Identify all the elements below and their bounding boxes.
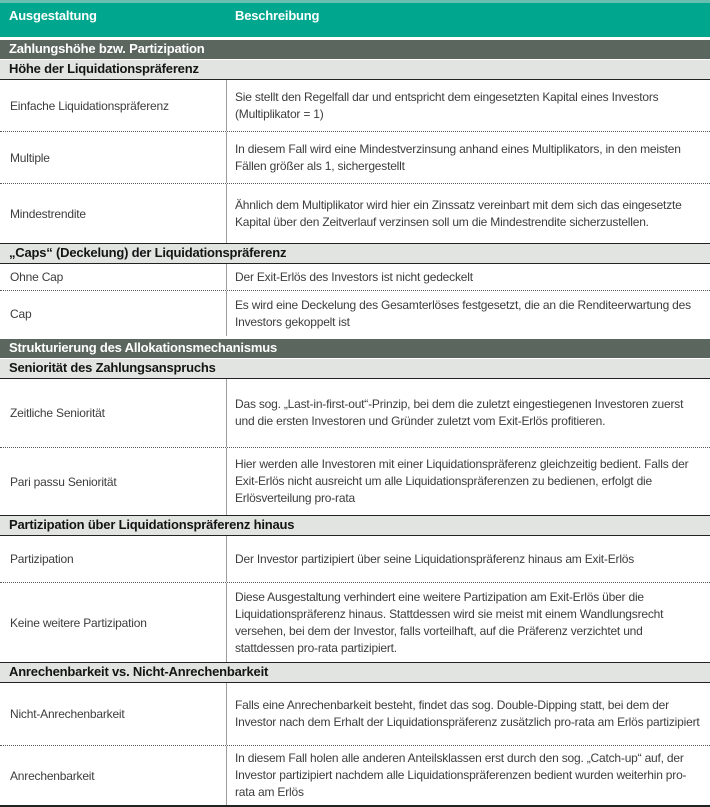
table-header-row <box>0 0 710 37</box>
term-cell: Zeitliche Seniorität <box>10 406 105 420</box>
table-row <box>0 683 710 745</box>
column-header-beschreibung: Beschreibung <box>235 8 320 23</box>
description-cell: Es wird eine Deckelung des Gesamterlöses festgesetzt, die an die Renditeerwartung des Investors gekoppelt ist <box>226 291 710 336</box>
description-cell: Diese Ausgestaltung verhindert eine weitere Partizipation am Exit-Erlös über die Liquidationspräferenz hinaus. Stattdessen wird sie meist mit einem Wandlungsrecht versehen, bei dem der Investor, falls vorteilhaft, auf die Präferenz verzichtet und stattdessen pro-rata partizipiert. <box>226 583 710 662</box>
term-cell: Cap <box>10 306 32 321</box>
subsection-header: „Caps“ (Deckelung) der Liquidationspräferenz <box>0 243 710 264</box>
description-cell: Der Investor partizipiert über seine Liquidationspräferenz hinaus am Exit-Erlös <box>226 536 710 582</box>
table-row <box>0 745 710 807</box>
term-cell: Pari passu Seniorität <box>10 474 117 489</box>
term-cell: Keine weitere Partizipation <box>10 615 147 630</box>
subsection-header: Anrechenbarkeit vs. Nicht-Anrechenbarkeit <box>0 662 710 683</box>
term-cell: Multiple <box>10 150 50 165</box>
description-cell: Sie stellt den Regelfall dar und entspricht dem eingesetzten Kapital eines Investors (Multiplikator = 1) <box>226 80 710 131</box>
description-cell: Falls eine Anrechenbarkeit besteht, findet das sog. Double-Dipping statt, bei dem der Investor nach dem Erhalt der Liquidationspräferenz zusätzlich pro-rata am Erlös partizipiert <box>226 683 710 745</box>
term-cell: Partizipation <box>10 552 74 566</box>
term-cell: Einfache Liquidationspräferenz <box>10 98 169 113</box>
column-header-ausgestaltung: Ausgestaltung <box>9 8 97 23</box>
table-row <box>0 80 710 131</box>
description-cell: Der Exit-Erlös des Investors ist nicht gedeckelt <box>226 264 710 290</box>
description-cell: In diesem Fall holen alle anderen Anteilsklassen erst durch den sog. „Catch-up“ auf, der Investor partizipiert nachdem alle Liquidationspräferenzen bedient wurden weiterhin pro-rata am Erlös <box>226 746 710 805</box>
table-row <box>0 536 710 582</box>
term-cell: Anrechenbarkeit <box>10 768 95 783</box>
table-row <box>0 447 710 515</box>
table-body <box>0 40 710 807</box>
term-cell: Ohne Cap <box>10 270 64 284</box>
section-header: Strukturierung des Allokationsmechanismus <box>0 339 710 358</box>
term-cell: Nicht-Anrechenbarkeit <box>10 707 125 721</box>
description-cell: Das sog. „Last-in-first-out“-Prinzip, bei dem die zuletzt eingestiegenen Investoren zuerst und die ersten Investoren und Gründer zuletzt vom Exit-Erlös profitieren. <box>226 379 710 447</box>
description-cell: In diesem Fall wird eine Mindestverzinsung anhand eines Multiplikators, in den meisten Fällen größer als 1, sichergestellt <box>226 132 710 183</box>
table-row <box>0 264 710 290</box>
subsection-header: Seniorität des Zahlungsanspruchs <box>0 359 710 379</box>
term-cell: Mindestrendite <box>10 206 86 221</box>
description-cell: Ähnlich dem Multiplikator wird hier ein Zinssatz vereinbart mit dem sich das eingesetzte Kapital über den Zeitverlauf verzinsen soll um die Mindestrendite sicherzustellen. <box>226 184 710 243</box>
table-row <box>0 290 710 336</box>
table-row <box>0 379 710 447</box>
section-header: Zahlungshöhe bzw. Partizipation <box>0 40 710 59</box>
table-row <box>0 131 710 183</box>
description-cell: Hier werden alle Investoren mit einer Liquidationspräferenz gleichzeitig bedient. Falls der Exit-Erlös nicht ausreicht um alle Liquidationspräferenzen zu bedienen, erfolgt die Erlösverteilung pro-rata <box>226 448 710 515</box>
table-row <box>0 582 710 662</box>
subsection-header: Höhe der Liquidationspräferenz <box>0 60 710 80</box>
subsection-header: Partizipation über Liquidationspräferenz hinaus <box>0 515 710 536</box>
table-row <box>0 183 710 243</box>
